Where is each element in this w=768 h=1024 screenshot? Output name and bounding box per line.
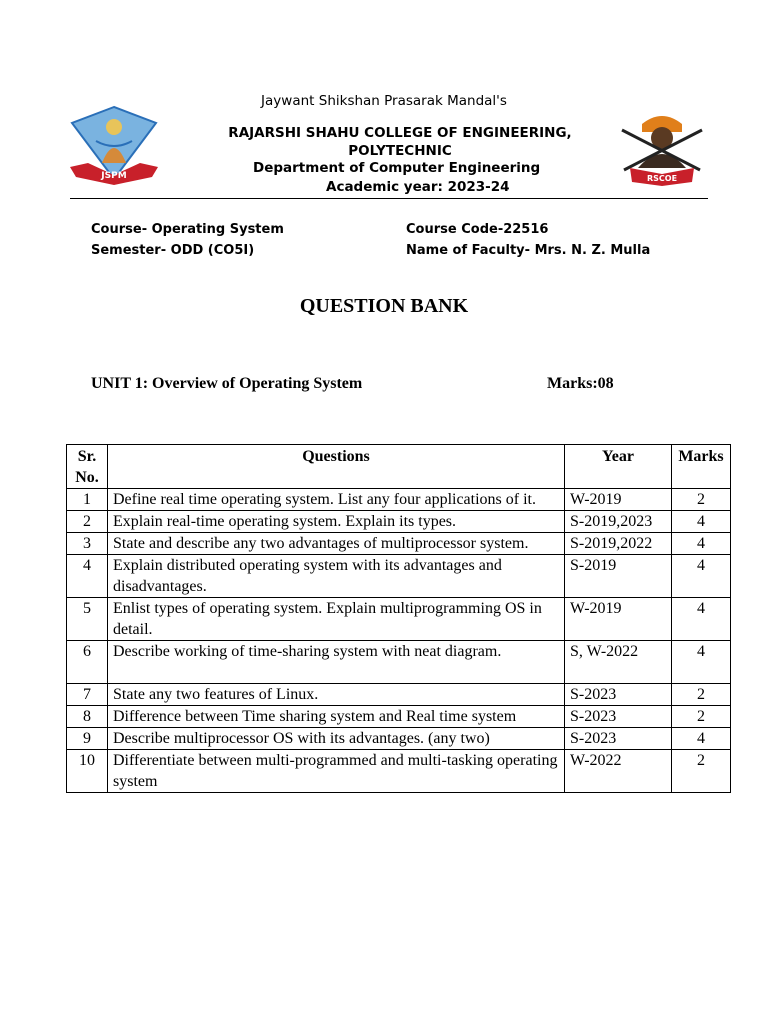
college-name-line1: RAJARSHI SHAHU COLLEGE OF ENGINEERING,	[228, 125, 572, 141]
course-code: Course Code-22516	[406, 222, 549, 237]
table-row	[67, 750, 731, 793]
row-question: Describe working of time-sharing system with neat diagram.	[108, 641, 565, 684]
table-row	[67, 728, 731, 750]
row-sr: 2	[67, 511, 108, 533]
row-year: S-2023	[565, 706, 672, 728]
page-title: QUESTION BANK	[299, 295, 469, 317]
header-sr-no: Sr. No.	[67, 445, 108, 489]
row-question: State and describe any two advantages of multiprocessor system.	[108, 533, 565, 555]
rscoe-logo	[612, 110, 712, 186]
row-sr: 7	[67, 684, 108, 706]
row-year: S-2019,2022	[565, 533, 672, 555]
row-question: Differentiate between multi-programmed and multi-tasking operating system	[108, 750, 565, 793]
row-marks: 4	[672, 641, 731, 684]
header-questions: Questions	[108, 445, 565, 489]
jspm-logo-text: JSPM	[101, 171, 127, 181]
table-row	[67, 511, 731, 533]
header-divider	[70, 198, 708, 199]
row-marks: 4	[672, 533, 731, 555]
row-question: Explain distributed operating system with its advantages and disadvantages.	[108, 555, 565, 598]
header-year: Year	[565, 445, 672, 489]
row-question: Difference between Time sharing system and Real time system	[108, 706, 565, 728]
course-name: Course- Operating System	[91, 222, 284, 237]
row-question: Define real time operating system. List any four applications of it.	[108, 489, 565, 511]
trust-name: Jaywant Shikshan Prasarak Mandal's	[261, 93, 507, 109]
table-row	[67, 489, 731, 511]
row-marks: 2	[672, 750, 731, 793]
table-row	[67, 555, 731, 598]
row-year: S-2023	[565, 684, 672, 706]
row-sr: 8	[67, 706, 108, 728]
table-row	[67, 598, 731, 641]
unit-marks: Marks:08	[547, 375, 614, 392]
row-sr: 10	[67, 750, 108, 793]
row-marks: 2	[672, 684, 731, 706]
row-sr: 9	[67, 728, 108, 750]
row-sr: 3	[67, 533, 108, 555]
faculty-name: Name of Faculty- Mrs. N. Z. Mulla	[406, 243, 651, 258]
row-marks: 4	[672, 555, 731, 598]
row-marks: 4	[672, 511, 731, 533]
question-table	[66, 444, 731, 793]
row-marks: 4	[672, 598, 731, 641]
row-year: S-2023	[565, 728, 672, 750]
row-sr: 5	[67, 598, 108, 641]
row-question: Explain real-time operating system. Explain its types.	[108, 511, 565, 533]
row-year: S, W-2022	[565, 641, 672, 684]
college-name-line2: POLYTECHNIC	[348, 143, 452, 159]
row-year: S-2019,2023	[565, 511, 672, 533]
row-question: State any two features of Linux.	[108, 684, 565, 706]
rscoe-logo-text: RSCOE	[646, 174, 678, 183]
table-header-row	[67, 445, 731, 489]
row-marks: 4	[672, 728, 731, 750]
header-marks: Marks	[672, 445, 731, 489]
table-row	[67, 641, 731, 684]
table-row	[67, 706, 731, 728]
row-question: Describe multiprocessor OS with its advantages. (any two)	[108, 728, 565, 750]
row-sr: 1	[67, 489, 108, 511]
semester: Semester- ODD (CO5I)	[91, 243, 255, 258]
row-sr: 6	[67, 641, 108, 684]
row-year: S-2019	[565, 555, 672, 598]
row-sr: 4	[67, 555, 108, 598]
department-name: Department of Computer Engineering	[253, 160, 541, 176]
row-marks: 2	[672, 706, 731, 728]
row-year: W-2022	[565, 750, 672, 793]
row-marks: 2	[672, 489, 731, 511]
table-row	[67, 533, 731, 555]
row-year: W-2019	[565, 489, 672, 511]
unit-title: UNIT 1: Overview of Operating System	[91, 375, 363, 392]
row-question: Enlist types of operating system. Explain multiprogramming OS in detail.	[108, 598, 565, 641]
academic-year: Academic year: 2023-24	[326, 179, 510, 195]
row-year: W-2019	[565, 598, 672, 641]
table-row	[67, 684, 731, 706]
